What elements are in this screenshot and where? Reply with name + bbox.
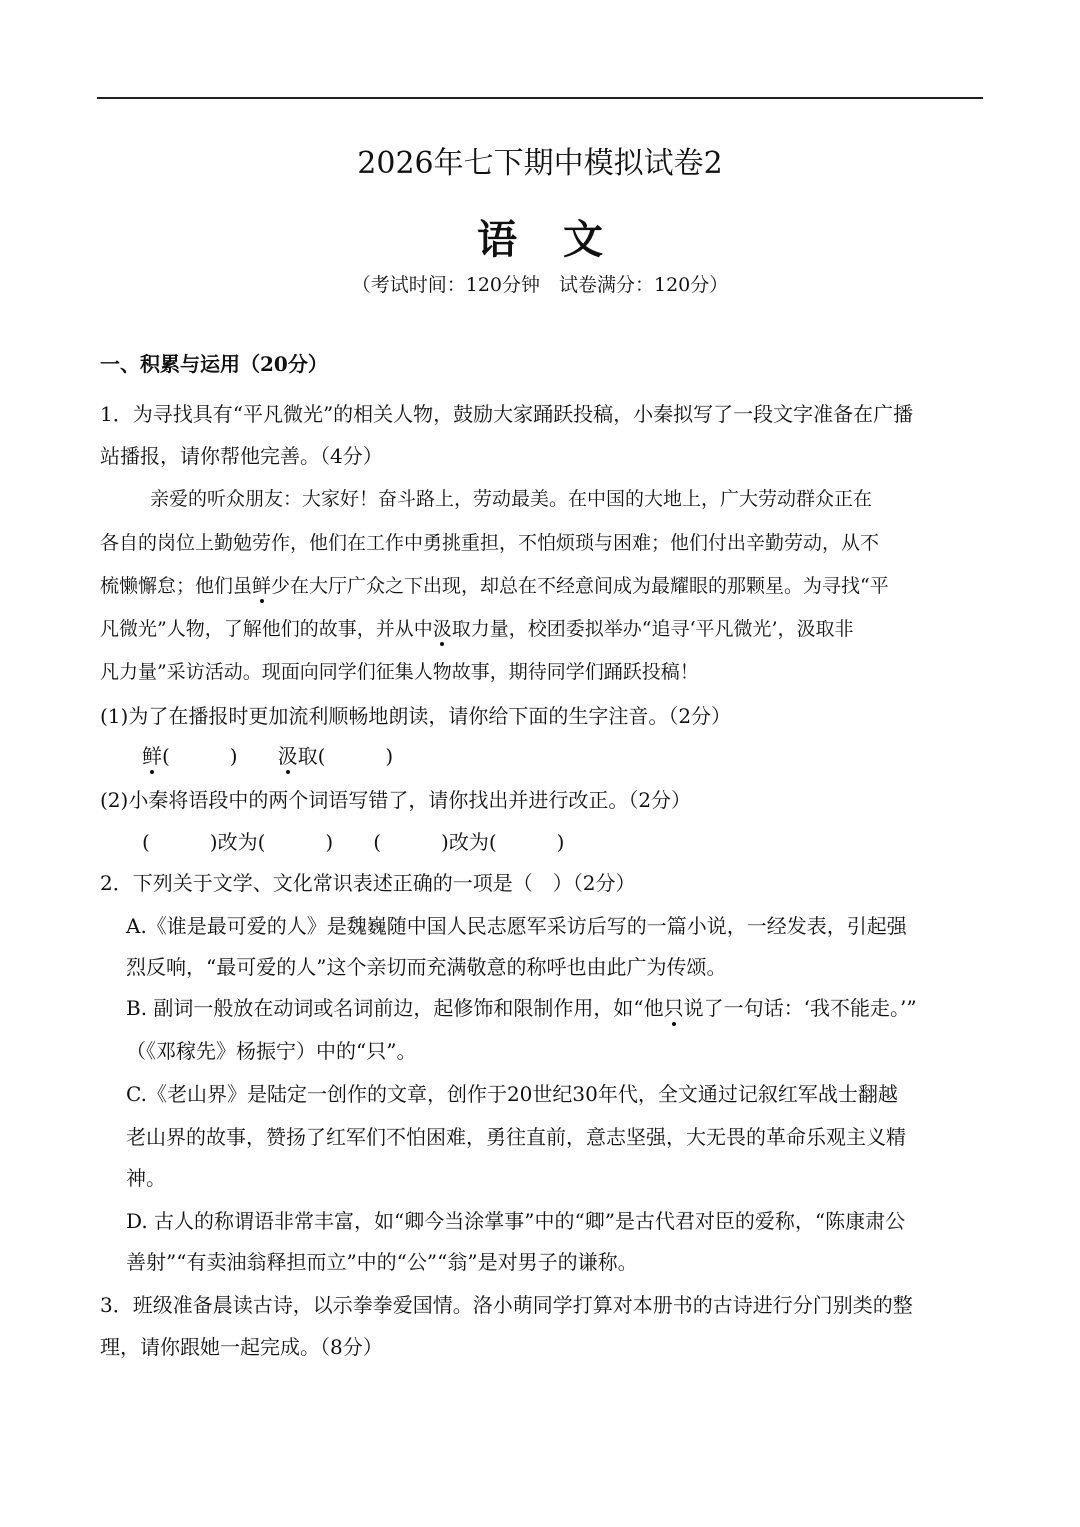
top-rule (97, 97, 983, 99)
q2-option-d-line1: D. 古人的称谓语非常丰富，如“卿今当涂掌事”中的“卿”是古代君对臣的爱称，“陈康肃公 (126, 1209, 906, 1233)
q2-option-b-part2: 说了一句话：‘我不能走。’” (683, 996, 917, 1020)
q2-option-b-part1: B. 副词一般放在动词或名词前边，起修饰和限制作用，如“他 (126, 996, 664, 1020)
subject-title: 语文 (477, 216, 649, 263)
passage-line4 (100, 614, 854, 641)
q2-option-c-line3: 神。 (126, 1166, 166, 1190)
exam-title: 2026年七下期中模拟试卷2 (357, 146, 723, 181)
q1-stem-line2: 站播报，请你帮他完善。（4分） (100, 444, 383, 468)
q2-option-b-line2: （《邓稼先》杨振宁）中的“只”。 (126, 1039, 417, 1063)
q1-sub2-blanks: ( )改为( ) ( )改为( ) (142, 830, 565, 854)
exam-info: （考试时间：120分钟 试卷满分：120分） (351, 274, 729, 296)
pinyin-blank-2: ( ) (317, 744, 394, 768)
q2-option-c-line2: 老山界的故事，赞扬了红军们不怕困难，勇往直前，意志坚强，大无畏的革命乐观主义精 (126, 1125, 906, 1149)
q1-sub2: (2)小秦将语段中的两个词语写错了，请你找出并进行改正。（2分） (100, 788, 692, 812)
emphasis-char-xian: 鲜 (252, 575, 272, 597)
q1-sub1-items (142, 740, 393, 769)
q2-option-a-line1: A.《谁是最可爱的人》是魏巍随中国人民志愿军采访后写的一篇小说，一经发表，引起强 (126, 914, 907, 938)
q1-stem-line1: 1．为寻找具有“平凡微光”的相关人物，鼓励大家踊跃投稿，小秦拟写了一段文字准备在广播 (100, 402, 914, 426)
pinyin-blank-1: ( ) (162, 744, 238, 768)
q2-option-b-line1 (126, 992, 917, 1021)
passage-line3-part1: 梳懒懈怠；他们虽 (100, 575, 253, 597)
section-heading: 一、积累与运用（20分） (100, 352, 328, 376)
q3-stem-line2: 理，请你跟她一起完成。（8分） (100, 1335, 383, 1359)
q2-option-d-line2: 善射”“有卖油翁释担而立”中的“公”“翁”是对男子的谦称。 (126, 1250, 638, 1274)
emphasis-char-ji: 汲 (432, 618, 452, 640)
passage-line4-part1: 凡微光”人物，了解他们的故事，并从中 (100, 618, 433, 640)
q1-sub1: (1)为了在播报时更加流利顺畅地朗读，请你给下面的生字注音。（2分） (100, 704, 732, 728)
pinyin-char-ji: 汲 (277, 744, 298, 768)
passage-line3 (100, 571, 889, 598)
passage-line2: 各自的岗位上勤勉劳作，他们在工作中勇挑重担，不怕烦琐与困难；他们付出辛勤劳动，从不 (100, 532, 880, 554)
passage-line1: 亲爱的听众朋友：大家好！奋斗路上，劳动最美。在中国的大地上，广大劳动群众正在 (150, 488, 873, 510)
q3-stem-line1: 3．班级准备晨读古诗，以示拳拳爱国情。洛小萌同学打算对本册书的古诗进行分门别类的整 (100, 1293, 913, 1317)
passage-line3-part2: 少在大厅广众之下出现，却总在不经意间成为最耀眼的那颗星。为寻找“平 (271, 575, 889, 597)
pinyin-char-qu: 取 (297, 744, 318, 768)
q2-option-a-line2: 烈反响，“最可爱的人”这个亲切而充满敬意的称呼也由此广为传颂。 (126, 955, 727, 979)
passage-line5: 凡力量”采访活动。现面向同学们征集人物故事，期待同学们踊跃投稿！ (100, 661, 699, 683)
q2-stem: 2．下列关于文学、文化常识表述正确的一项是（ ）（2分） (100, 871, 636, 895)
pinyin-char-xian: 鲜 (142, 744, 162, 768)
q2-option-c-line1: C.《老山界》是陆定一创作的文章，创作于20世纪30年代，全文通过记叙红军战士翻越 (126, 1082, 898, 1106)
passage-line4-part2: 取力量，校团委拟举办“追寻‘平凡微光’，汲取非 (451, 618, 854, 640)
emphasis-char-zhi: 只 (663, 996, 684, 1020)
